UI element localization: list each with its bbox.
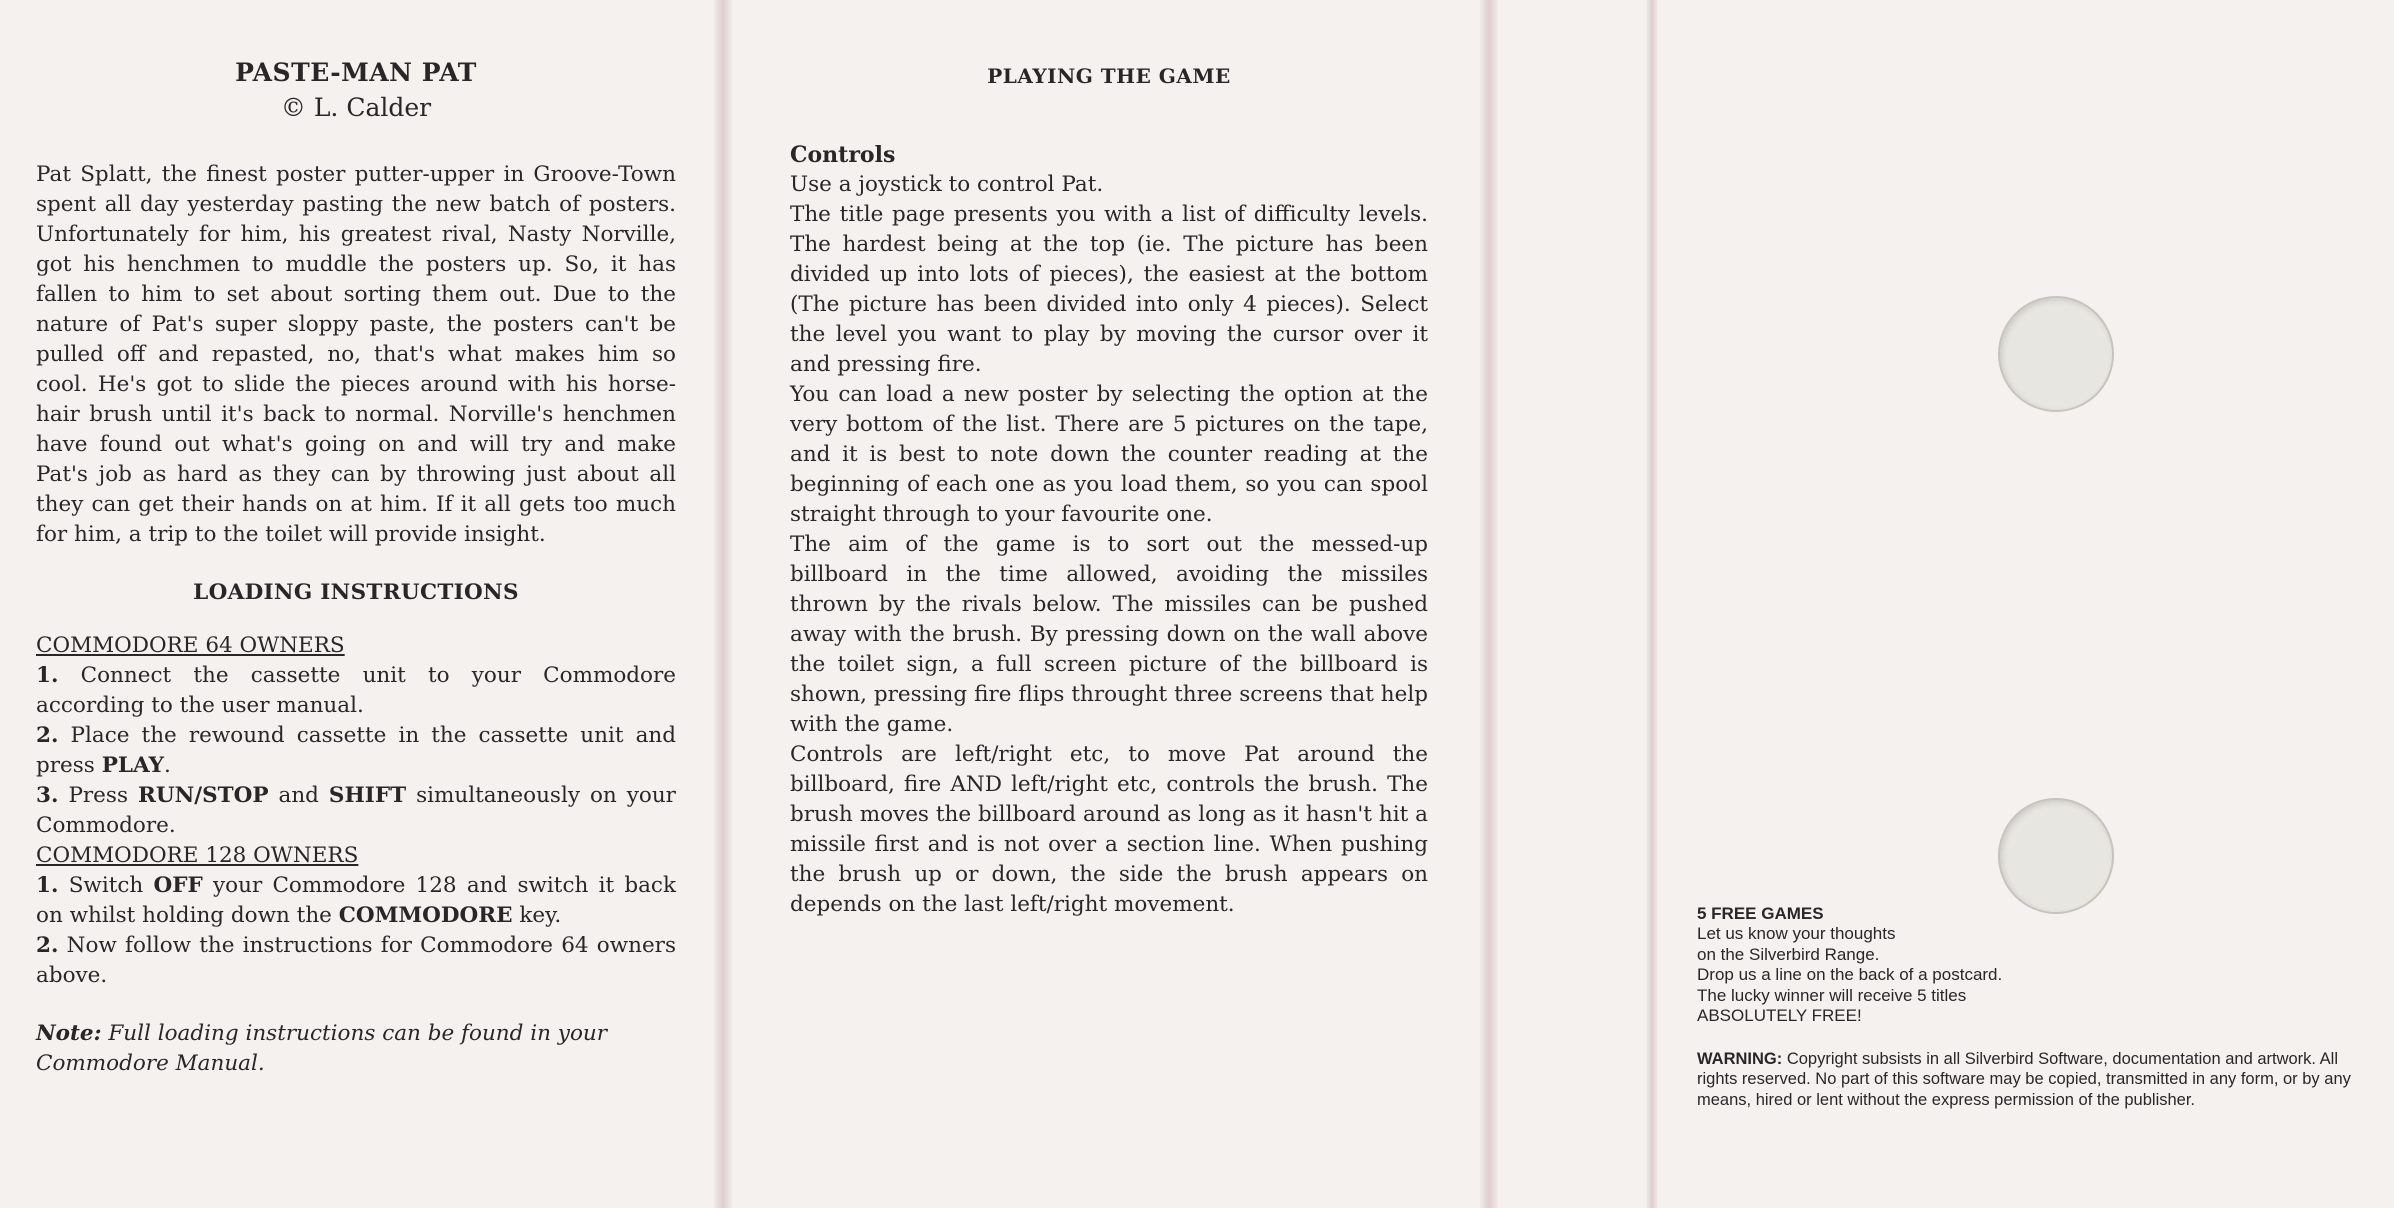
fold-line-1 (714, 0, 732, 1208)
free-games-line: ABSOLUTELY FREE! (1697, 1006, 1862, 1025)
free-games-line: The lucky winner will receive 5 titles (1697, 985, 1967, 1005)
playing-title: PLAYING THE GAME (987, 64, 1231, 88)
free-games-heading: 5 FREE GAMES (1697, 904, 1824, 923)
controls-paragraph-1: Use a joystick to control Pat. (790, 172, 1104, 197)
loading-note: Note: Full loading instructions can be found in your Commodore Manual. (36, 1021, 608, 1076)
copyright-warning: WARNING: Copyright subsists in all Silverbird Software, documentation and artwork. All rights reserved. No part of this software may be copied, transmitted in any form, or by any means, hired or lent without the express permission of the publisher. (1697, 1049, 2351, 1109)
c64-step-1: 1. Connect the cassette unit to your Commodore according to the user manual. (36, 663, 676, 718)
controls-paragraph-2: The title page presents you with a list of difficulty levels. The hardest being at the top (ie. The picture has been divided up into lots of pieces), the easiest at the bottom (The picture has been divided into only 4 pieces). Select the level you want to play by moving the cursor over it and pressing fire. (790, 202, 1428, 377)
c128-heading: COMMODORE 128 OWNERS (36, 843, 359, 868)
controls-paragraph-5: Controls are left/right etc, to move Pat around the billboard, fire AND left/right etc, controls the brush. The brush moves the billboard around as long as it hasn't hit a missile first and is not over a section line. When pushing the brush up or down, the side the brush appears on depends on the last left/right movement. (790, 742, 1428, 917)
controls-heading: Controls (790, 142, 896, 168)
panel-back-notice (1697, 0, 2357, 1208)
c64-heading: COMMODORE 64 OWNERS (36, 633, 345, 658)
controls-paragraph-3: You can load a new poster by selecting the option at the very bottom of the list. There are 5 pictures on the tape, and it is best to note down the counter reading at the beginning of each one as you load them, so you can spool straight through to your favourite one. (790, 382, 1428, 527)
c64-step-3: 3. Press RUN/STOP and SHIFT simultaneously on your Commodore. (36, 783, 676, 838)
c128-step-2: 2. Now follow the instructions for Commodore 64 owners above. (36, 933, 676, 988)
loading-heading: LOADING INSTRUCTIONS (193, 580, 519, 605)
panel-game-intro (36, 0, 676, 1208)
free-games-line: Drop us a line on the back of a postcard. (1697, 965, 2003, 984)
game-title: PASTE-MAN PAT (235, 58, 477, 87)
free-games-line: Let us know your thoughts (1697, 924, 1896, 943)
fold-line-3 (1646, 0, 1658, 1208)
controls-paragraph-4: The aim of the game is to sort out the messed-up billboard in the time allowed, avoiding the missiles thrown by the rivals below. The missiles can be pushed away with the brush. By pressing down on the wall above the toilet sign, a full screen picture of the billboard is shown, pressing fire flips throught three screens that help with the game. (790, 532, 1428, 737)
fold-line-2 (1480, 0, 1498, 1208)
intro-paragraph: Pat Splatt, the finest poster putter-upper in Groove-Town spent all day yesterday pasting the new batch of posters. Unfortunately for him, his greatest rival, Nasty Norville, got his henchmen to muddle the posters up. So, it has fallen to him to set about sorting them out. Due to the nature of Pat's super sloppy paste, the posters can't be pulled off and repasted, no, that's what makes him so cool. He's got to slide the pieces around with his horse-hair brush until it's back to normal. Norville's henchmen have found out what's going on and will try and make Pat's job as hard as they can by throwing just about all they can get their hands on at him. If it all gets too much for him, a trip to the toilet will provide insight. (36, 162, 676, 547)
c128-step-1: 1. Switch OFF your Commodore 128 and switch it back on whilst holding down the COMMODORE key. (36, 873, 676, 928)
free-games-line: on the Silverbird Range. (1697, 944, 1880, 964)
panel-playing-the-game (790, 0, 1428, 1208)
game-author: © L. Calder (280, 93, 432, 122)
c64-step-2: 2. Place the rewound cassette in the cassette unit and press PLAY. (36, 723, 676, 778)
